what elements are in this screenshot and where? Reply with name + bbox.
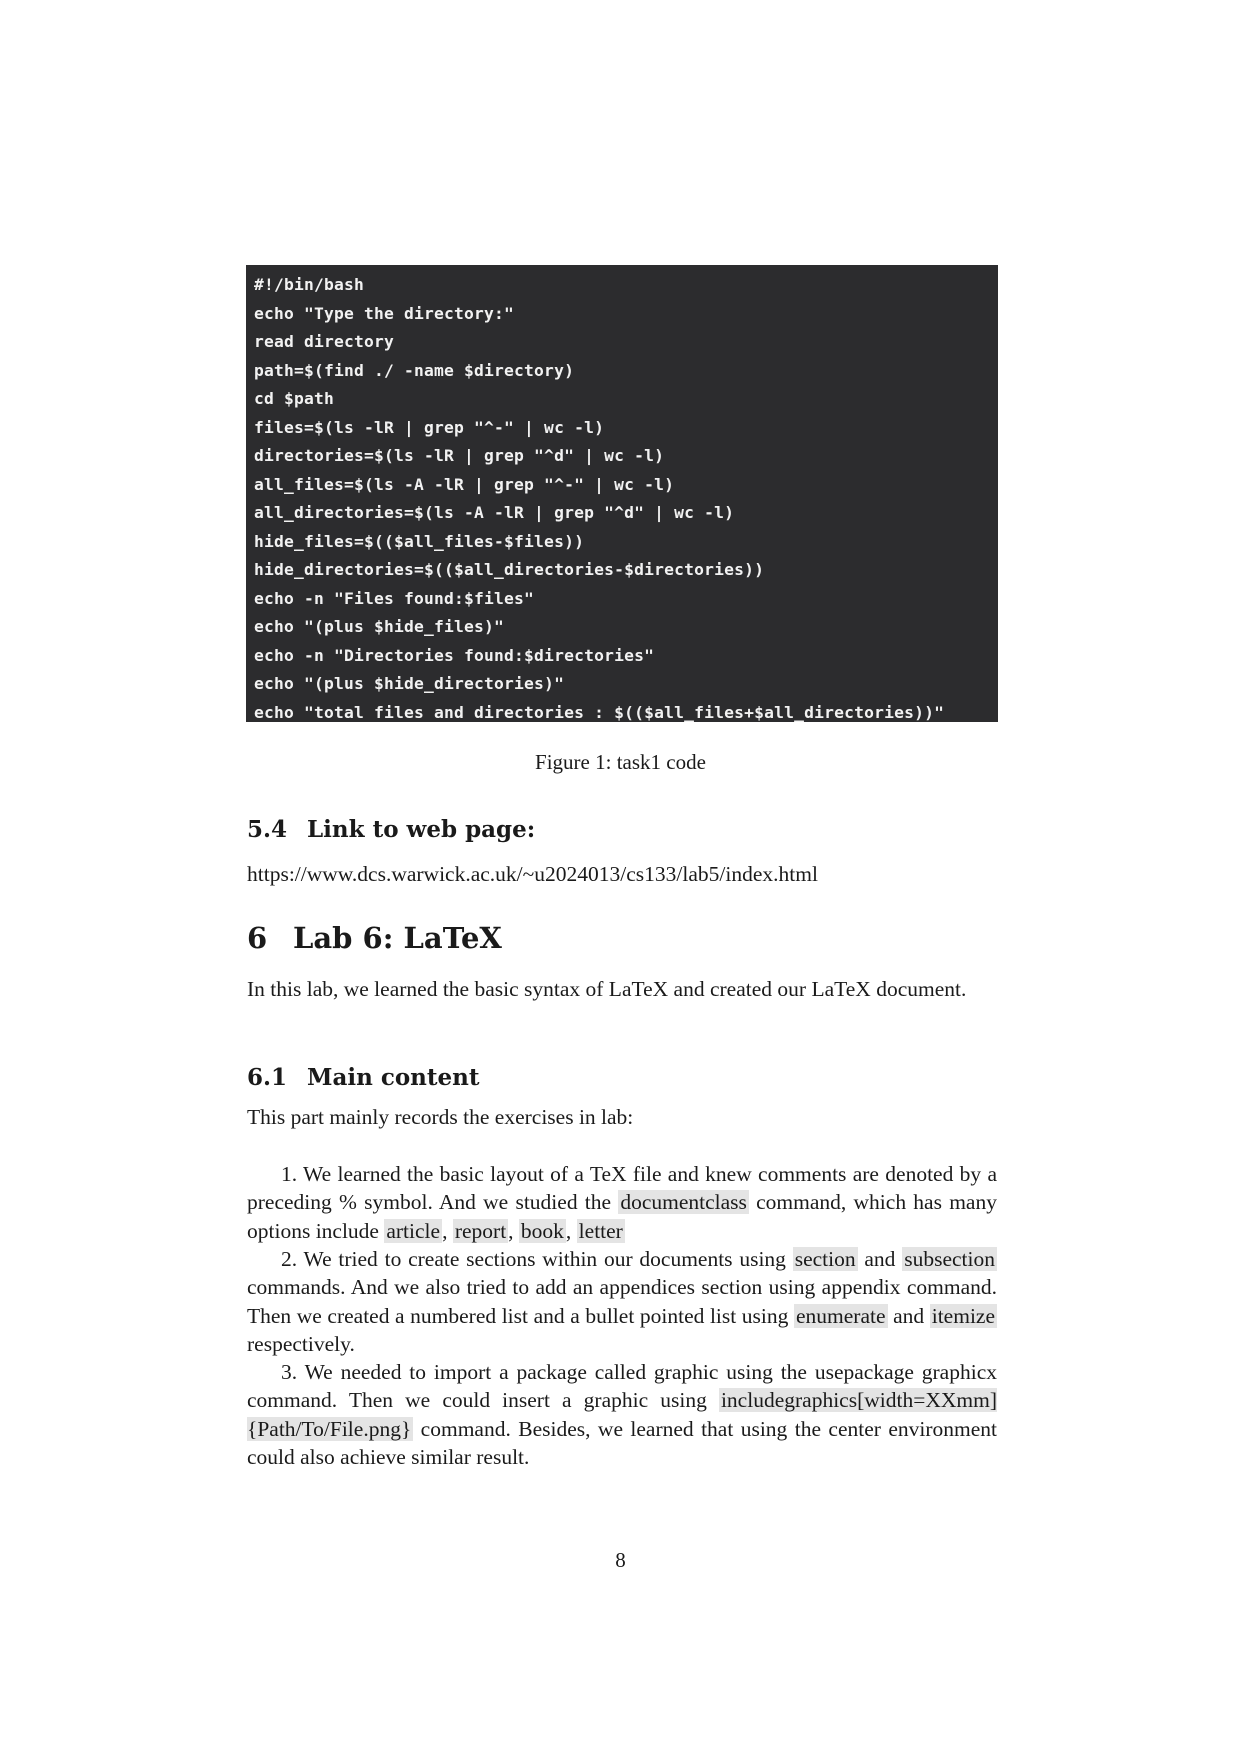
section-heading-6-1 <box>247 1064 480 1091</box>
section-intro-paragraph: In this lab, we learned the basic syntax of LaTeX and created our LaTeX document. <box>247 977 967 1001</box>
section-number: 6 <box>247 921 268 955</box>
item-text: and <box>887 1303 930 1328</box>
section-title: Lab 6: LaTeX <box>293 921 502 955</box>
highlight: documentclass <box>620 1190 747 1215</box>
highlight: section <box>794 1247 856 1271</box>
item-text: command, which has many options include <box>247 1190 997 1243</box>
code-line: all_files=$(ls -A -lR | grep "^-" | wc -l) <box>254 474 675 494</box>
code-line: #!/bin/bash <box>254 275 365 294</box>
highlight: includegraphics[width=XXmm]{Path/To/File.png} <box>247 1388 997 1441</box>
section-number: 5.4 <box>247 816 288 843</box>
highlight: itemize <box>931 1303 996 1328</box>
item-text: respectively. <box>247 1331 355 1356</box>
highlight: article <box>386 1218 441 1243</box>
section-title: Main content <box>307 1064 480 1091</box>
code-line: directories=$(ls -lR | grep "^d" | wc -l) <box>254 446 665 465</box>
highlight: subsection <box>904 1247 995 1271</box>
item-text: 2. We tried to create sections within our documents using <box>281 1247 793 1271</box>
code-line: hide_files=$(($all_files-$files)) <box>254 531 585 551</box>
figure-caption: Figure 1: task1 code <box>535 750 706 774</box>
code-line: echo "Type the directory:" <box>254 303 515 323</box>
code-line: path=$(find ./ -name $directory) <box>254 360 575 380</box>
section-title: Link to web page: <box>307 816 536 843</box>
list-item-1 <box>247 1160 997 1245</box>
code-line: echo "total files and directories : $(($all_files+$all_directories))" <box>254 702 945 722</box>
highlight: letter <box>578 1218 623 1243</box>
item-text: and <box>857 1247 903 1271</box>
item-text: , <box>442 1218 453 1243</box>
code-line: echo "(plus $hide_directories)" <box>254 674 565 693</box>
list-item-3 <box>247 1358 997 1471</box>
item-text: , <box>508 1218 519 1243</box>
section-number: 6.1 <box>247 1064 288 1091</box>
section-heading-6 <box>247 921 502 955</box>
code-line: hide_directories=$(($all_directories-$directories)) <box>254 560 765 579</box>
code-figure <box>246 265 998 722</box>
page-number: 8 <box>615 1548 626 1572</box>
list-item-2 <box>247 1245 997 1358</box>
code-line: cd $path <box>254 389 335 408</box>
item-text: command. Besides, we learned that using the center environment could also achieve similar result. <box>247 1416 997 1469</box>
highlight: book <box>520 1218 564 1243</box>
code-line: read directory <box>254 332 395 351</box>
highlight: report <box>454 1218 507 1243</box>
highlight: enumerate <box>795 1303 886 1328</box>
section-heading-5-4 <box>247 816 535 843</box>
item-text: 3. We needed to import a package called graphic using the usepackage graphicx command. Then we could insert a graphic using <box>247 1360 997 1413</box>
code-line: all_directories=$(ls -A -lR | grep "^d" | wc -l) <box>254 503 735 522</box>
item-text: commands. And we also tried to add an appendices section using appendix command. Then we created a numbered list and a bullet pointed list using <box>247 1275 997 1328</box>
item-text: , <box>565 1218 577 1243</box>
lead-paragraph: This part mainly records the exercises in lab: <box>247 1105 634 1129</box>
code-line: echo -n "Files found:$files" <box>254 588 535 608</box>
code-line: echo -n "Directories found:$directories" <box>254 645 655 665</box>
web-page-link[interactable]: https://www.dcs.warwick.ac.uk/~u2024013/cs133/lab5/index.html <box>247 862 818 886</box>
code-line: echo "(plus $hide_files)" <box>254 617 505 636</box>
code-line: files=$(ls -lR | grep "^-" | wc -l) <box>254 417 605 437</box>
item-text: 1. We learned the basic layout of a TeX file and knew comments are denoted by a preceding % symbol. And we studied the <box>247 1162 997 1215</box>
